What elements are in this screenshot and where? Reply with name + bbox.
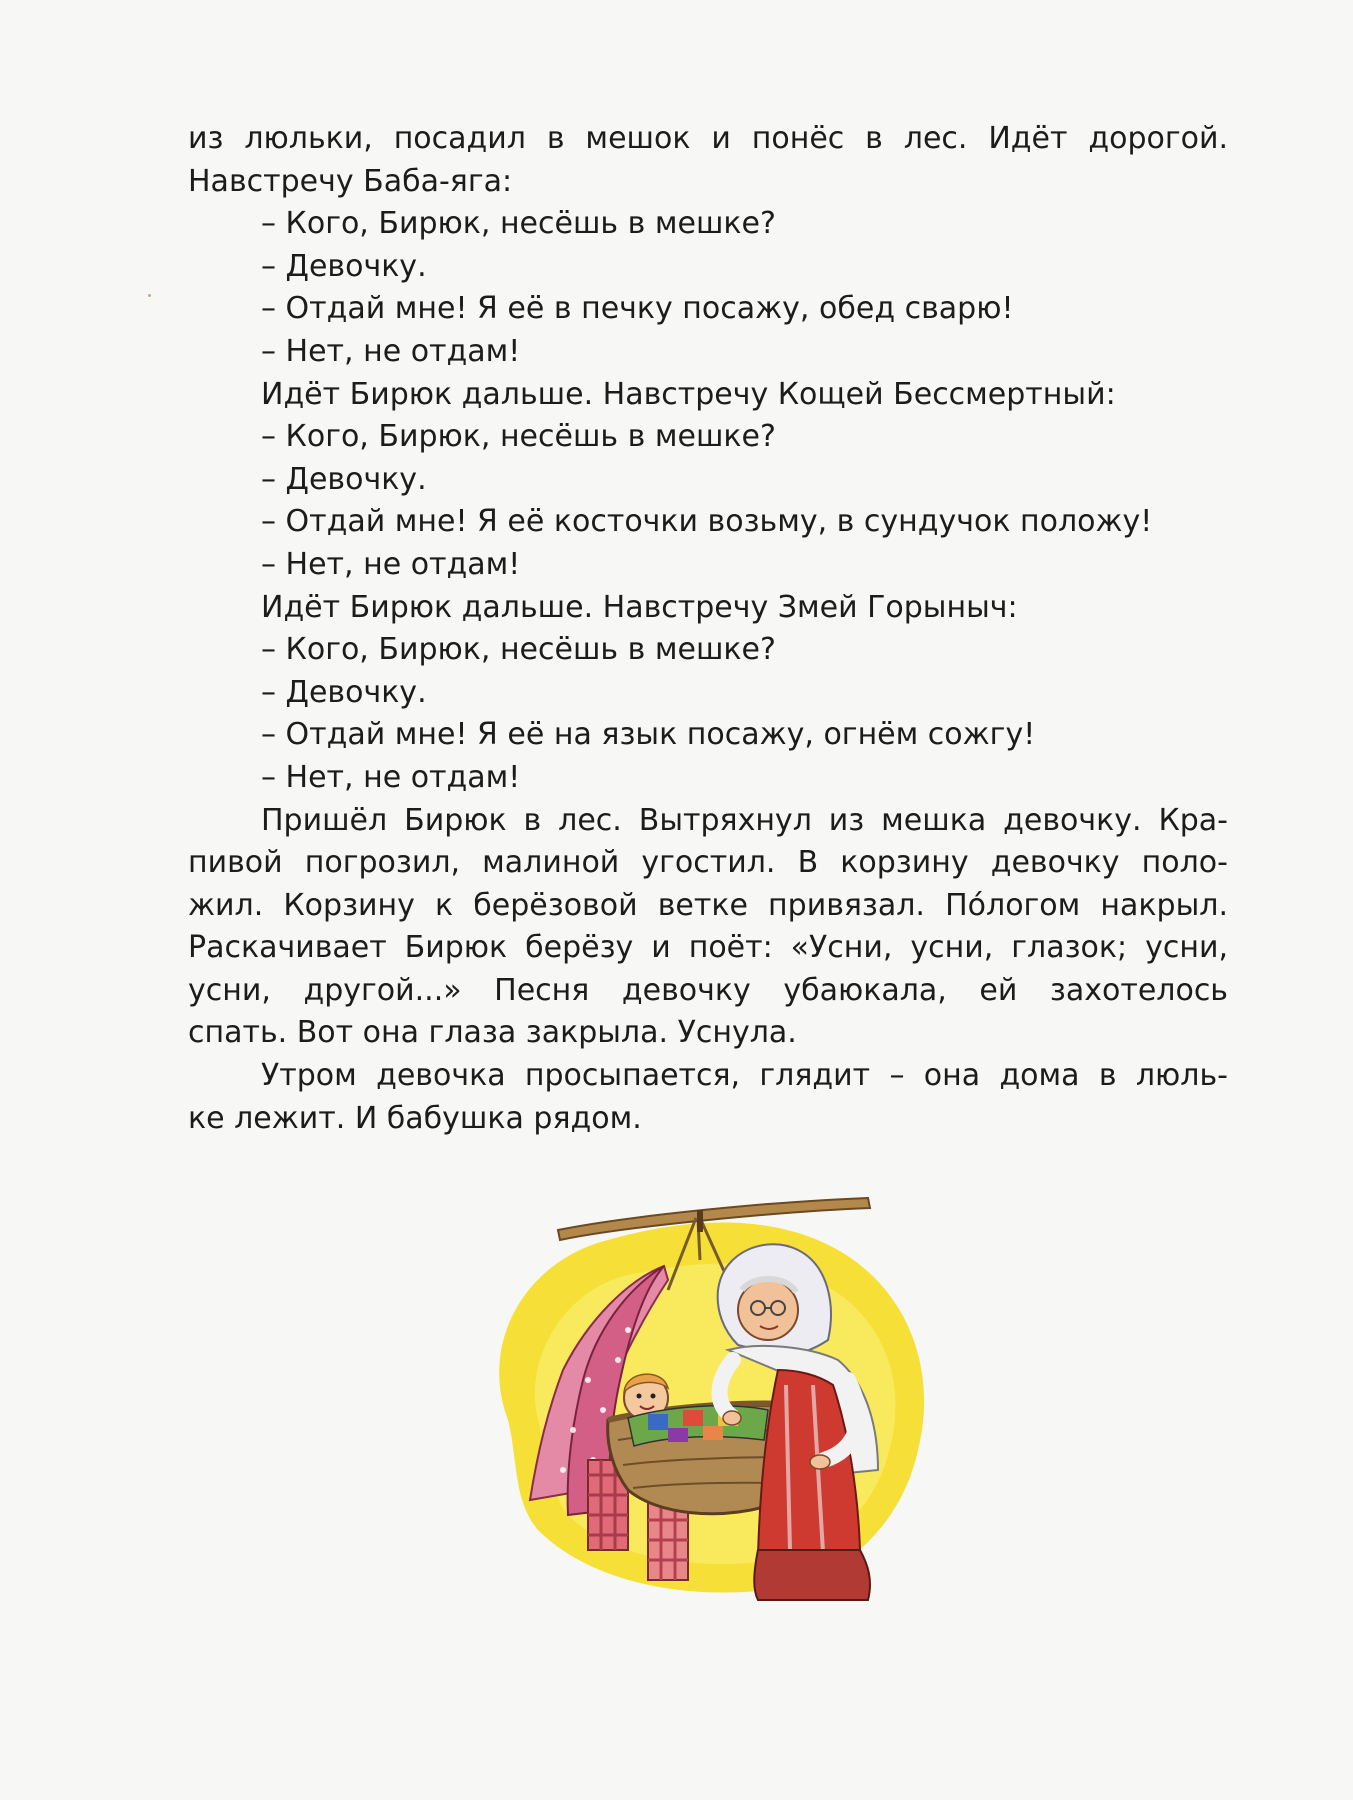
text-line: Идёт Бирюк дальше. Навстречу Кощей Бессмертный: (261, 376, 1116, 412)
text-line: Пришёл Бирюк в лес. Вытряхнул из мешка девочку. Кра- (261, 802, 1228, 838)
text-line: – Кого, Бирюк, несёшь в мешке? (261, 206, 776, 242)
text-line: – Девочку. (261, 674, 427, 710)
text-line: – Отдай мне! Я её на язык посажу, огнём сожгу! (261, 717, 1036, 753)
text-line: – Отдай мне! Я её в печку посажу, обед сварю! (261, 291, 1014, 327)
paper-speck (148, 294, 151, 297)
text-line: из люльки, посадил в мешок и понёс в лес. Идёт дорогой. (188, 121, 1228, 156)
text-line: Утром девочка просыпается, глядит – она дома в люль- (261, 1058, 1228, 1094)
text-line: – Нет, не отдам! (261, 333, 521, 369)
text-line: Идёт Бирюк дальше. Навстречу Змей Горыныч: (261, 589, 1018, 625)
text-line: – Кого, Бирюк, несёшь в мешке? (261, 419, 776, 455)
illustration-grandmother-cradle (468, 1170, 948, 1610)
grandmother-face (738, 1280, 798, 1340)
text-line: жил. Корзину к берёзовой ветке привязал. По́логом накрыл. (188, 887, 1228, 923)
text-line: – Кого, Бирюк, несёшь в мешке? (261, 632, 776, 668)
text-line: – Девочку. (261, 248, 427, 284)
text-line: Раскачивает Бирюк берёзу и поёт: «Усни, усни, глазок; усни, (188, 930, 1228, 966)
text-line: усни, другой...» Песня девочку убаюкала, ей захотелось (188, 972, 1228, 1008)
text-line: – Нет, не отдам! (261, 546, 521, 582)
text-line: – Девочку. (261, 461, 427, 497)
text-line: ке лежит. И бабушка рядом. (188, 1100, 642, 1136)
text-line: пивой погрозил, малиной угостил. В корзину девочку поло- (188, 845, 1228, 881)
text-line: – Нет, не отдам! (261, 759, 521, 795)
text-line: спать. Вот она глаза закрыла. Уснула. (188, 1015, 797, 1051)
text-line: Навстречу Баба-яга: (188, 163, 513, 199)
text-line: – Отдай мне! Я её косточки возьму, в сундучок положу! (261, 504, 1153, 540)
story-text (188, 118, 1228, 1140)
